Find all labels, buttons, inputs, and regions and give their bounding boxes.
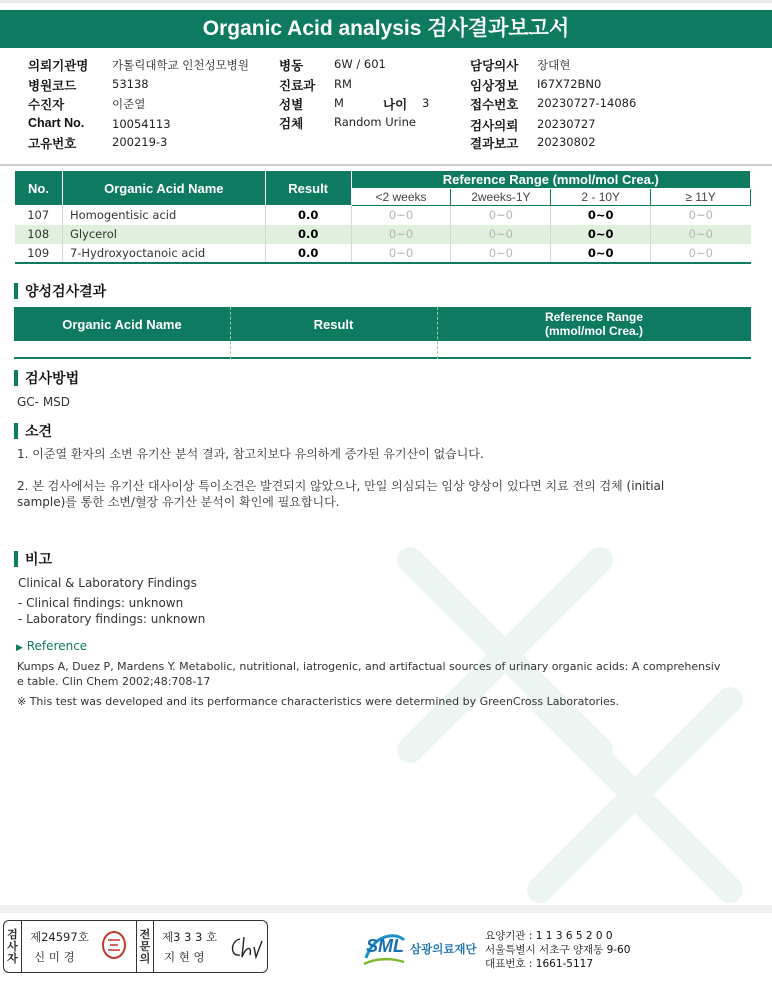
row-name: 7-Hydroxyoctanoic acid xyxy=(62,244,265,263)
finding-title: 소견 xyxy=(14,423,52,439)
col-no-header: No. xyxy=(15,171,63,206)
tester-license-no: 제24597호 xyxy=(30,930,89,944)
hospital-code-label: 병원코드 xyxy=(28,79,77,93)
watermark-cross-icon xyxy=(300,520,772,920)
specimen-label: 검체 xyxy=(279,117,304,131)
tester-label-char: 사 xyxy=(7,939,18,953)
col-name-header: Organic Acid Name xyxy=(62,171,265,206)
doctor-value: 장대현 xyxy=(537,58,571,72)
results-table xyxy=(14,170,751,264)
chart-no-value: 10054113 xyxy=(112,117,171,131)
table-row xyxy=(15,206,751,225)
doctor-label: 담당의사 xyxy=(470,59,519,73)
note-title: 비고 xyxy=(14,551,52,567)
pos-ref-header-line1: Reference Range xyxy=(544,310,644,324)
clinical-info-label: 임상정보 xyxy=(470,79,519,93)
finding-line-1: 1. 이준열 환자의 소변 유기산 분석 결과, 참고치보다 유의하게 증가된 유기산이 없습니다. xyxy=(17,447,484,461)
citation-line-b: e table. Clin Chem 2002;48:708-17 xyxy=(17,675,211,688)
row-no: 107 xyxy=(27,208,50,223)
tester-name: 신 미 경 xyxy=(34,950,75,964)
clinical-lab-title: Clinical & Laboratory Findings xyxy=(18,576,197,590)
specialist-label xyxy=(136,921,154,972)
finding-line-2a: 2. 본 검사에서는 유기산 대사이상 특이소견은 발견되지 않았으나, 만일 의심되는 임상 양상이 있다면 치료 전의 검체 (initial xyxy=(17,479,665,493)
row-ref: 0~0 xyxy=(551,225,651,244)
tester-label-char: 자 xyxy=(7,951,18,965)
laboratory-findings: - Laboratory findings: unknown xyxy=(18,612,206,626)
row-ref: 0~0 xyxy=(351,225,451,244)
patient-info-block xyxy=(0,52,772,166)
specialist-label-char: 전 xyxy=(139,927,151,941)
row-ref: 0~0 xyxy=(451,244,551,263)
specialist-label-char: 의 xyxy=(139,951,151,965)
ward-label: 병동 xyxy=(279,59,304,73)
age-label: 나이 xyxy=(383,98,408,112)
finding-line-2b: sample)를 통한 소변/혈장 유기산 분석이 확인에 필요합니다. xyxy=(17,495,340,509)
col-ref-header: Reference Range (mmol/mol Crea.) xyxy=(351,171,750,189)
patient-label: 수진자 xyxy=(28,98,65,112)
triangle-right-icon: ▶ xyxy=(16,643,23,653)
row-result: 0.0 xyxy=(265,206,351,225)
specialist-license-no: 제3 3 3 호 xyxy=(162,930,218,944)
column-divider xyxy=(437,307,438,359)
signature-box xyxy=(3,920,268,973)
footer-address-block xyxy=(485,929,630,971)
table-row xyxy=(15,244,751,263)
receipt-no-value: 20230727-14086 xyxy=(537,96,637,110)
request-date-value: 20230727 xyxy=(537,117,596,131)
row-no: 108 xyxy=(15,225,63,244)
table-row xyxy=(15,225,751,244)
age-value: 3 xyxy=(422,96,430,110)
clinical-findings: - Clinical findings: unknown xyxy=(18,596,184,610)
clinical-info-value: I67X72BN0 xyxy=(537,77,602,91)
row-ref: 0~0 xyxy=(651,206,751,225)
pos-col-ref-header xyxy=(437,307,751,341)
row-result: 0.0 xyxy=(265,244,351,263)
seal-stamp-icon xyxy=(101,930,127,960)
ref-sub-header: 2 - 10Y xyxy=(551,189,651,206)
tester-label xyxy=(4,921,22,972)
row-ref: 0~0 xyxy=(451,225,551,244)
sex-value: M xyxy=(334,96,344,110)
method-title: 검사방법 xyxy=(14,370,79,386)
tester-label-char: 검 xyxy=(7,927,18,941)
positive-results-title: 양성검사결과 xyxy=(14,283,106,299)
report-date-value: 20230802 xyxy=(537,135,596,149)
column-divider xyxy=(230,307,231,359)
request-date-label: 검사의뢰 xyxy=(470,119,519,133)
reference-label: Reference xyxy=(26,639,88,653)
hospital-code-value: 53138 xyxy=(112,77,149,91)
positive-results-table xyxy=(14,307,751,359)
unique-no-value: 200219-3 xyxy=(112,135,168,149)
ward-value: 6W / 601 xyxy=(334,57,386,71)
row-result: 0.0 xyxy=(265,225,351,244)
ref-sub-header: <2 weeks xyxy=(351,189,451,206)
report-title: Organic Acid analysis 검사결과보고서 xyxy=(0,10,772,48)
chart-no-label: Chart No. xyxy=(28,116,85,130)
ref-sub-header: 2weeks-1Y xyxy=(451,189,551,206)
col-result-header: Result xyxy=(265,171,351,206)
method-text: GC- MSD xyxy=(17,395,71,409)
specimen-value: Random Urine xyxy=(334,115,416,129)
reference-heading xyxy=(16,638,87,657)
org-name: 삼광의료재단 xyxy=(410,942,477,956)
row-ref: 0~0 xyxy=(651,244,751,263)
ref-sub-header: ≥ 11Y xyxy=(651,189,751,206)
row-ref: 0~0 xyxy=(351,206,451,225)
address: 서울특별시 서초구 양재동 9-60 xyxy=(485,944,631,956)
pos-col-name-header: Organic Acid Name xyxy=(62,316,182,332)
institution-code: 요양기관 : 1 1 3 6 5 2 0 0 xyxy=(485,930,613,942)
specialist-label-char: 문 xyxy=(139,939,151,953)
dept-label: 진료과 xyxy=(279,79,316,93)
report-date-label: 결과보고 xyxy=(470,137,519,151)
specialist-name: 지 현 영 xyxy=(164,950,205,964)
row-ref: 0~0 xyxy=(551,244,651,263)
signature-icon xyxy=(226,933,264,961)
dept-value: RM xyxy=(334,77,352,91)
row-name: Glycerol xyxy=(62,225,265,244)
row-no: 109 xyxy=(27,245,50,260)
row-name: Homogentisic acid xyxy=(62,206,265,225)
receipt-no-label: 접수번호 xyxy=(470,98,519,112)
row-ref: 0~0 xyxy=(651,225,751,244)
footer-rule xyxy=(0,905,772,913)
row-ref: 0~0 xyxy=(451,206,551,225)
top-rule xyxy=(0,0,772,3)
positive-results-header xyxy=(14,307,751,341)
citation-line-a: Kumps A, Duez P, Mardens Y. Metabolic, nutritional, iatrogenic, and artifactual sources of urinary organic acids: A comprehensiv xyxy=(17,660,721,673)
phone: 대표번호 : 1661-5117 xyxy=(485,958,594,970)
sex-label: 성별 xyxy=(279,98,304,112)
patient-value: 이준열 xyxy=(112,97,146,111)
row-ref: 0~0 xyxy=(351,244,451,263)
disclaimer: ※ This test was developed and its performance characteristics were determined by GreenCross Laboratories. xyxy=(17,695,620,708)
institution-label: 의뢰기관명 xyxy=(28,59,89,73)
row-ref: 0~0 xyxy=(551,206,651,225)
unique-no-label: 고유번호 xyxy=(28,137,77,151)
pos-ref-header-line2: (mmol/mol Crea.) xyxy=(544,324,643,338)
pos-col-result-header: Result xyxy=(313,316,354,332)
logo-text: SML xyxy=(366,936,404,956)
institution-value: 가톨릭대학교 인천성모병원 xyxy=(112,58,249,72)
